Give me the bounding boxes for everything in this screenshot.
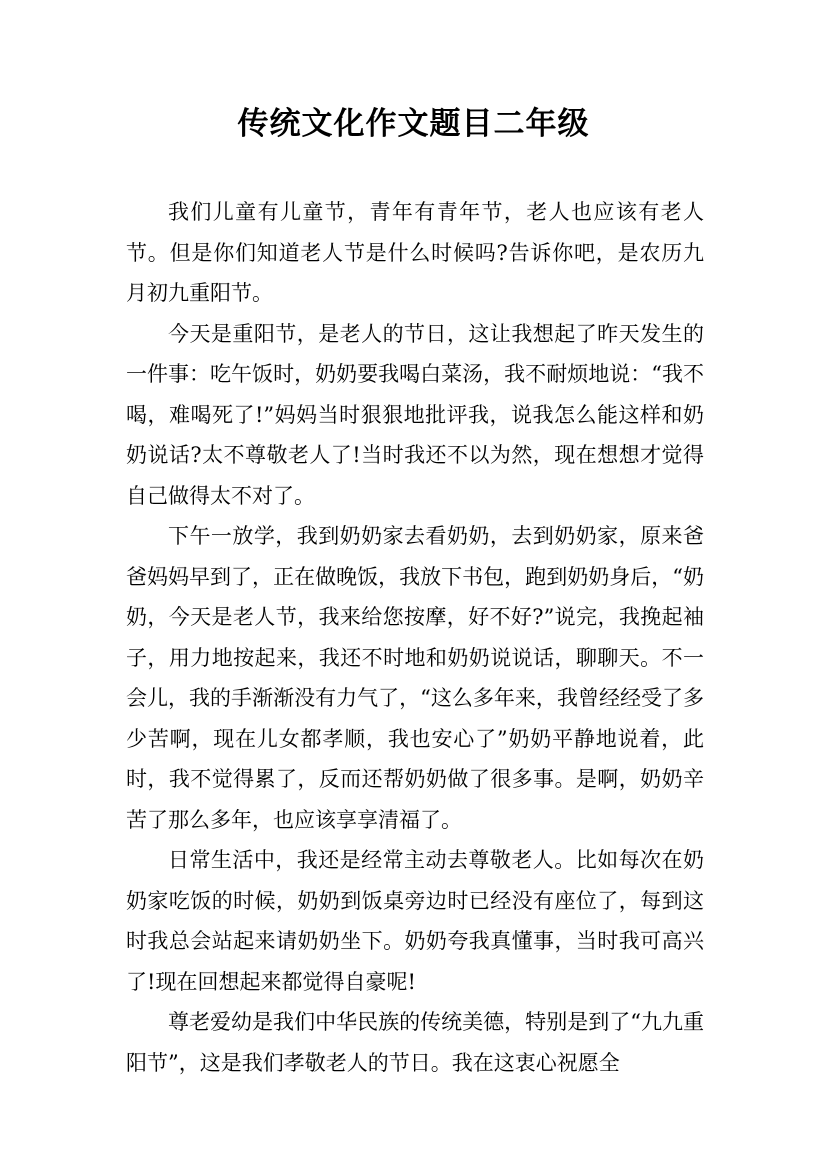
document-body bbox=[126, 192, 704, 1083]
paragraph-4: 日常生活中，我还是经常主动去尊敬老人。比如每次在奶奶家吃饭的时候，奶奶到饭桌旁边时已经没有座位了，每到这时我总会站起来请奶奶坐下。奶奶夸我真懂事，当时我可高兴了!现在回想起来都觉得自豪呢! bbox=[126, 848, 704, 994]
paragraph-5: 尊老爱幼是我们中华民族的传统美德，特别是到了“九九重阳节”，这是我们孝敬老人的节日。我在这衷心祝愿全 bbox=[126, 1010, 704, 1075]
paragraph-2: 今天是重阳节，是老人的节日，这让我想起了昨天发生的一件事：吃午饭时，奶奶要我喝白菜汤，我不耐烦地说：“我不喝，难喝死了!”妈妈当时狠狠地批评我，说我怎么能这样和奶奶说话?太不尊敬老人了!当时我还不以为然，现在想想才觉得自己做得太不对了。 bbox=[126, 321, 704, 508]
paragraph-3: 下午一放学，我到奶奶家去看奶奶，去到奶奶家，原来爸爸妈妈早到了，正在做晚饭，我放下书包，跑到奶奶身后，“奶奶，今天是老人节，我来给您按摩，好不好?”说完，我挽起袖子，用力地按起来，我还不时地和奶奶说说话，聊聊天。不一会儿，我的手渐渐没有力气了，“这么多年来，我曾经经受了多少苦啊，现在儿女都孝顺，我也安心了”奶奶平静地说着，此时，我不觉得累了，反而还帮奶奶做了很多事。是啊，奶奶辛苦了那么多年，也应该享享清福了。 bbox=[126, 524, 704, 832]
paragraph-1: 我们儿童有儿童节，青年有青年节，老人也应该有老人节。但是你们知道老人节是什么时候吗?告诉你吧，是农历九月初九重阳节。 bbox=[126, 200, 704, 305]
document-title: 传统文化作文题目二年级 bbox=[237, 106, 590, 142]
